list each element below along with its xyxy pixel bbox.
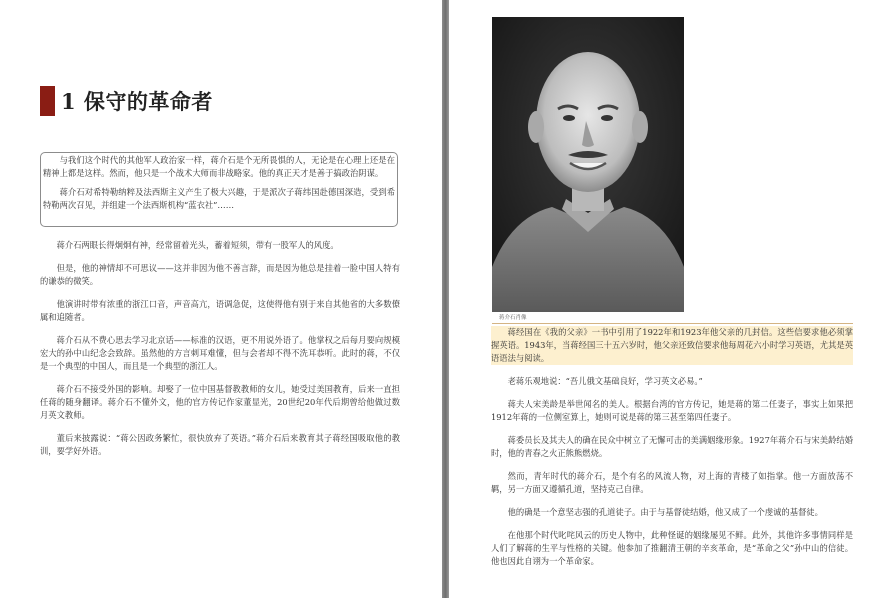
right-body-text [491,326,853,578]
intro-paragraph: 蒋介石对希特勒纳粹及法西斯主义产生了极大兴趣，于是派次子蒋纬国赴德国深造，受到希特勒两次召见，并组建一个法西斯机构“蓝衣社”…… [43,187,395,210]
body-paragraph: 老蒋乐观地说：“吾儿俄文基础良好，学习英文必易。” [507,376,703,386]
body-paragraph: 然而，青年时代的蒋介石，是个有名的风流人物，对上海的青楼了如指掌。他一方面放荡不羁，另一方面又遵循孔道，坚持克己自律。 [491,471,853,494]
portrait-icon [492,17,684,312]
left-body-text [40,239,400,468]
portrait-photo [492,17,684,312]
caption-divider [492,323,853,324]
chapter-title: 1 保守的革命者 [61,89,213,114]
body-paragraph: 蒋介石不接受外国的影响。却娶了一位中国基督教教师的女儿，她受过美国教育，后来一直担任蒋的随身翻译。蒋介石不懂外文，他的官方传记作家董显光，20世纪20年代后期曾给他做过数月英文教师。 [40,384,400,420]
intro-paragraph: 与我们这个时代的其他军人政治家一样，蒋介石是个无所畏惧的人，无论是在心理上还是在精神上都是这样。然而，他只是一个战术大师而非战略家。他的真正天才是善于搞政治阴谋。 [43,155,395,178]
body-paragraph: 蒋介石从不费心思去学习北京话——标准的汉语，更不用说外语了。他掌权之后每月要向规模宏大的孙中山纪念会致辞。虽然他的方言刺耳难懂，但与会者却不得不洗耳恭听。此时的蒋，不仅是一个典型的中国人，而且是一个典型的浙江人。 [40,335,400,371]
body-paragraph: 他的确是一个意坚志强的孔道徒子。由于与基督徒结婚，他又成了一个虔诚的基督徒。 [507,507,823,517]
body-paragraph: 蒋委员长及其夫人的确在民众中树立了无懈可击的美满姻缘形象。1927年蒋介石与宋美龄结婚时，他的青春之火正熊熊燃烧。 [491,435,853,458]
body-paragraph: 蒋夫人宋美龄是举世闻名的美人。根据台湾的官方传记，她是蒋的第二任妻子，事实上如果把1912年蒋的一位侧室算上，她则可说是蒋的第三甚至第四任妻子。 [491,399,853,422]
chapter-intro-box [40,152,398,227]
chapter-heading [40,86,213,116]
body-paragraph: 他演讲时带有浓重的浙江口音，声音高亢，语调急促，这使得他有别于来自其他省的大多数僚属和追随者。 [40,299,400,322]
body-paragraph: 蒋介石两眼长得炯炯有神，经常留着光头，蓄着短须，带有一股军人的风度。 [56,240,339,250]
body-paragraph: 董后来披露说：“蒋公因政务繁忙，很快放弃了英语。”蒋介石后来教育其子蒋经国吸取他的教训，要学好外语。 [40,433,400,456]
left-page [0,0,442,598]
chapter-marker [40,86,55,116]
body-paragraph: 蒋经国在《我的父亲》一书中引用了1922年和1923年他父亲的几封信。这些信要求他必须掌握英语。1943年，当蒋经国三十五六岁时，他父亲还致信要求他每周花六小时学习英语，尤其是英语语法与阅读。 [491,327,853,363]
body-paragraph: 在他那个时代叱咤风云的历史人物中，此种怪诞的姻缘屡见不鲜。此外，其他许多事情同样是人们了解蒋的生平与性格的关键。他参加了推翻清王朝的辛亥革命，是“革命之父”孙中山的信徒。他也因此自诩为一个革命家。 [491,530,853,566]
photo-caption: 蒋介石肖像 [499,315,527,321]
body-paragraph: 但是，他的神情却不可思议——这并非因为他不善言辞，而是因为他总是挂着一脸中国人特有的谦恭的微笑。 [40,263,400,286]
page-gutter [442,0,449,598]
